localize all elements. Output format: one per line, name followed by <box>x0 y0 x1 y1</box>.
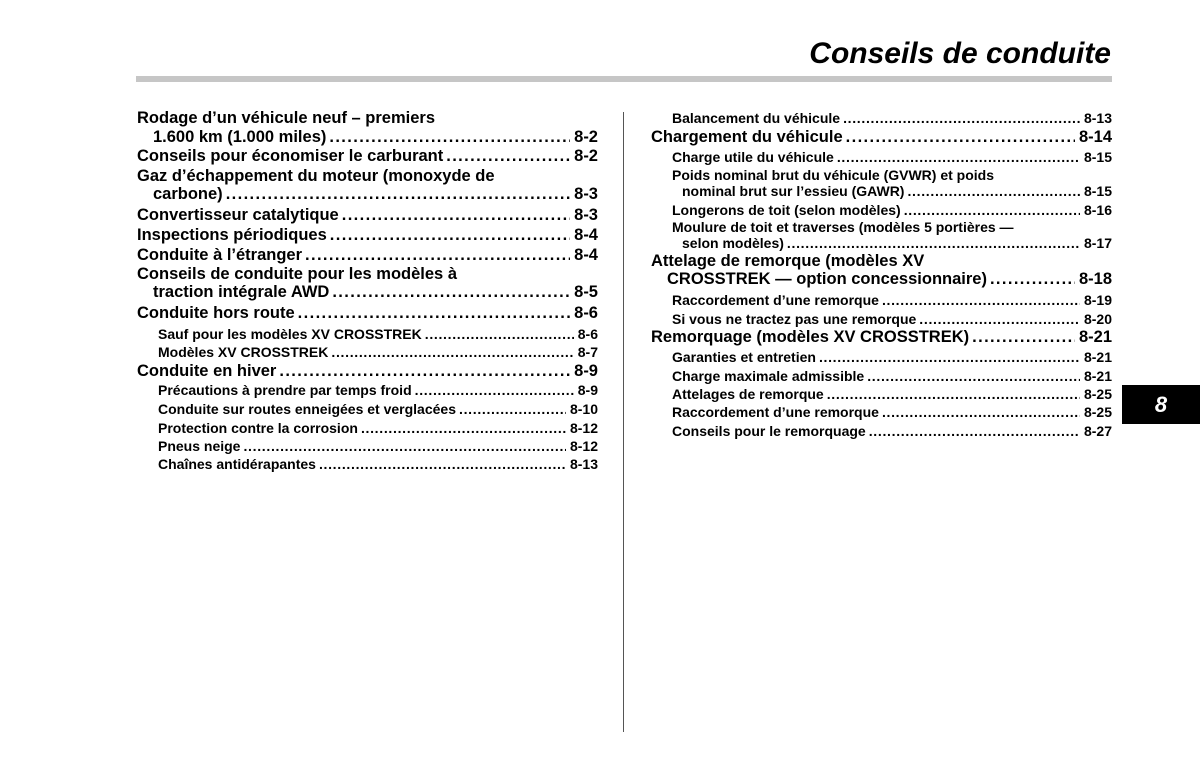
dot-leader <box>827 386 1080 402</box>
toc-entry-page: 8-9 <box>577 382 598 398</box>
dot-leader <box>837 149 1080 165</box>
toc-entry[interactable] <box>651 149 1112 165</box>
toc-entry-page: 8-2 <box>574 147 598 165</box>
dot-leader <box>330 226 570 245</box>
dot-leader <box>305 246 570 265</box>
toc-entry-page: 8-12 <box>569 438 598 454</box>
toc-entry <box>137 109 598 128</box>
toc-entry[interactable] <box>651 292 1112 308</box>
toc-entry-page: 8-5 <box>574 283 598 301</box>
toc-entry-title: 1.600 km (1.000 miles) <box>153 128 327 146</box>
toc-entry-title: nominal brut sur l’essieu (GAWR) <box>682 183 905 199</box>
dot-leader <box>990 270 1075 289</box>
toc-entry-page: 8-18 <box>1078 270 1112 288</box>
dot-leader <box>342 206 570 225</box>
dot-leader <box>882 404 1080 420</box>
toc-entry-page: 8-13 <box>569 456 598 472</box>
dot-leader <box>425 326 574 342</box>
dot-leader <box>882 292 1080 308</box>
toc-entry-title: traction intégrale AWD <box>153 283 330 301</box>
toc-entry-title: Conseils de conduite pour les modèles à <box>137 265 457 283</box>
toc-entry-title: Sauf pour les modèles XV CROSSTREK <box>158 326 422 342</box>
toc-entry[interactable] <box>137 401 598 417</box>
dot-leader <box>319 456 566 472</box>
dot-leader <box>331 344 573 360</box>
page-title: Conseils de conduite <box>809 37 1111 70</box>
toc-entry-page: 8-12 <box>569 420 598 436</box>
toc-entry-title: Gaz d’échappement du moteur (monoxyde de <box>137 167 495 185</box>
dot-leader <box>243 438 566 454</box>
toc-entry-title: Conduite hors route <box>137 304 295 322</box>
toc-entry-title: Conseils pour le remorquage <box>672 423 866 439</box>
toc-entry-page: 8-13 <box>1083 110 1112 126</box>
toc-entry[interactable] <box>651 328 1112 347</box>
toc-entry-title: Conduite sur routes enneigées et verglacées <box>158 401 456 417</box>
toc-entry-title: Rodage d’un véhicule neuf – premiers <box>137 109 435 127</box>
toc-entry-title: Balancement du véhicule <box>672 110 841 126</box>
toc-entry[interactable] <box>137 226 598 245</box>
dot-leader <box>298 304 570 323</box>
toc-entry-title: Attelages de remorque <box>672 386 824 402</box>
toc-entry[interactable] <box>137 128 598 147</box>
toc-entry[interactable] <box>651 404 1112 420</box>
toc-entry-title: Attelage de remorque (modèles XV <box>651 252 925 270</box>
toc-entry-page: 8-21 <box>1083 349 1112 365</box>
toc-entry[interactable] <box>651 423 1112 439</box>
toc-entry-page: 8-15 <box>1083 183 1112 199</box>
toc-entry-title: Charge utile du véhicule <box>672 149 834 165</box>
toc-entry-page: 8-20 <box>1083 311 1112 327</box>
toc-entry-page: 8-25 <box>1083 404 1112 420</box>
toc-entry-title: Convertisseur catalytique <box>137 206 339 224</box>
dot-leader <box>819 349 1080 365</box>
toc-entry[interactable] <box>137 438 598 454</box>
dot-leader <box>846 128 1075 147</box>
dot-leader <box>972 328 1075 347</box>
toc-entry-title: Raccordement d’une remorque <box>672 404 879 420</box>
dot-leader <box>787 235 1080 251</box>
toc-entry-page: 8-4 <box>574 246 598 264</box>
toc-entry-title: Conduite à l’étranger <box>137 246 303 264</box>
toc-entry-title: CROSSTREK — option concessionnaire) <box>667 270 987 288</box>
toc-entry-page: 8-14 <box>1078 128 1112 146</box>
dot-leader <box>459 401 566 417</box>
dot-leader <box>279 362 570 381</box>
toc-entry-title: Inspections périodiques <box>137 226 327 244</box>
toc-entry[interactable] <box>651 311 1112 327</box>
toc-entry-page: 8-16 <box>1083 202 1112 218</box>
toc-entry[interactable] <box>651 110 1112 126</box>
dot-leader <box>907 183 1080 199</box>
toc-entry-page: 8-4 <box>574 226 598 244</box>
toc-entry[interactable] <box>137 206 598 225</box>
toc-entry-page: 8-6 <box>574 304 598 322</box>
toc-entry[interactable] <box>137 246 598 265</box>
toc-entry[interactable] <box>137 185 598 204</box>
toc-entry-page: 8-3 <box>574 185 598 203</box>
toc-entry-page: 8-9 <box>574 362 598 380</box>
toc-entry[interactable] <box>651 368 1112 384</box>
toc-entry[interactable] <box>137 382 598 398</box>
toc-entry-page: 8-10 <box>569 401 598 417</box>
toc-entry-title: Longerons de toit (selon modèles) <box>672 202 901 218</box>
toc-entry <box>651 252 1112 271</box>
toc-entry[interactable] <box>651 183 1112 199</box>
toc-entry-title: Moulure de toit et traverses (modèles 5 portières — <box>672 219 1014 235</box>
toc-entry-title: Modèles XV CROSSTREK <box>158 344 329 360</box>
toc-entry-page: 8-7 <box>577 344 598 360</box>
dot-leader <box>415 382 574 398</box>
toc-entry-page: 8-21 <box>1083 368 1112 384</box>
toc-entry-page: 8-6 <box>577 326 598 342</box>
title-rule <box>136 76 1112 82</box>
toc-entry[interactable] <box>137 420 598 436</box>
toc-entry[interactable] <box>651 270 1112 289</box>
toc-entry[interactable] <box>651 235 1112 251</box>
toc-entry <box>651 219 1112 235</box>
toc-entry[interactable] <box>137 344 598 360</box>
toc-entry-page: 8-21 <box>1078 328 1112 346</box>
dot-leader <box>843 110 1080 126</box>
toc-entry[interactable] <box>137 304 598 323</box>
dot-leader <box>869 423 1080 439</box>
toc-entry-title: Protection contre la corrosion <box>158 420 358 436</box>
toc-entry-page: 8-27 <box>1083 423 1112 439</box>
toc-entry[interactable] <box>137 147 598 166</box>
toc-entry-page: 8-2 <box>574 128 598 146</box>
dot-leader <box>919 311 1080 327</box>
toc-entry-title: Charge maximale admissible <box>672 368 865 384</box>
toc-entry[interactable] <box>651 386 1112 402</box>
dot-leader <box>332 283 570 302</box>
toc-entry-title: Raccordement d’une remorque <box>672 292 879 308</box>
dot-leader <box>361 420 566 436</box>
toc-entry <box>651 167 1112 183</box>
toc-entry-title: Poids nominal brut du véhicule (GVWR) et poids <box>672 167 995 183</box>
toc-entry-title: Conseils pour économiser le carburant <box>137 147 444 165</box>
chapter-tab[interactable]: 8 <box>1122 385 1200 424</box>
toc-entry-title: Garanties et entretien <box>672 349 816 365</box>
dot-leader <box>867 368 1080 384</box>
dot-leader <box>446 147 570 166</box>
toc-entry <box>137 265 598 284</box>
toc-entry-page: 8-19 <box>1083 292 1112 308</box>
toc-entry-title: Précautions à prendre par temps froid <box>158 382 412 398</box>
toc-entry[interactable] <box>651 128 1112 147</box>
toc-entry-title: Si vous ne tractez pas une remorque <box>672 311 917 327</box>
toc-entry[interactable] <box>651 349 1112 365</box>
toc-entry-page: 8-15 <box>1083 149 1112 165</box>
toc-entry-page: 8-3 <box>574 206 598 224</box>
toc-entry-title: Chargement du véhicule <box>651 128 843 146</box>
toc-entry[interactable] <box>137 456 598 472</box>
dot-leader <box>904 202 1080 218</box>
toc-entry[interactable] <box>137 362 598 381</box>
toc-entry-title: Chaînes antidérapantes <box>158 456 316 472</box>
toc-entry-title: Conduite en hiver <box>137 362 277 380</box>
toc-entry <box>137 167 598 186</box>
toc-entry[interactable] <box>137 326 598 342</box>
toc-entry[interactable] <box>651 202 1112 218</box>
dot-leader <box>329 128 570 147</box>
toc-entry-title: selon modèles) <box>682 235 784 251</box>
toc-entry-page: 8-25 <box>1083 386 1112 402</box>
toc-entry[interactable] <box>137 283 598 302</box>
toc-entry-title: Remorquage (modèles XV CROSSTREK) <box>651 328 970 346</box>
toc-entry-title: Pneus neige <box>158 438 241 454</box>
toc-entry-page: 8-17 <box>1083 235 1112 251</box>
column-divider <box>623 112 624 732</box>
toc-entry-title: carbone) <box>153 185 223 203</box>
dot-leader <box>226 185 570 204</box>
